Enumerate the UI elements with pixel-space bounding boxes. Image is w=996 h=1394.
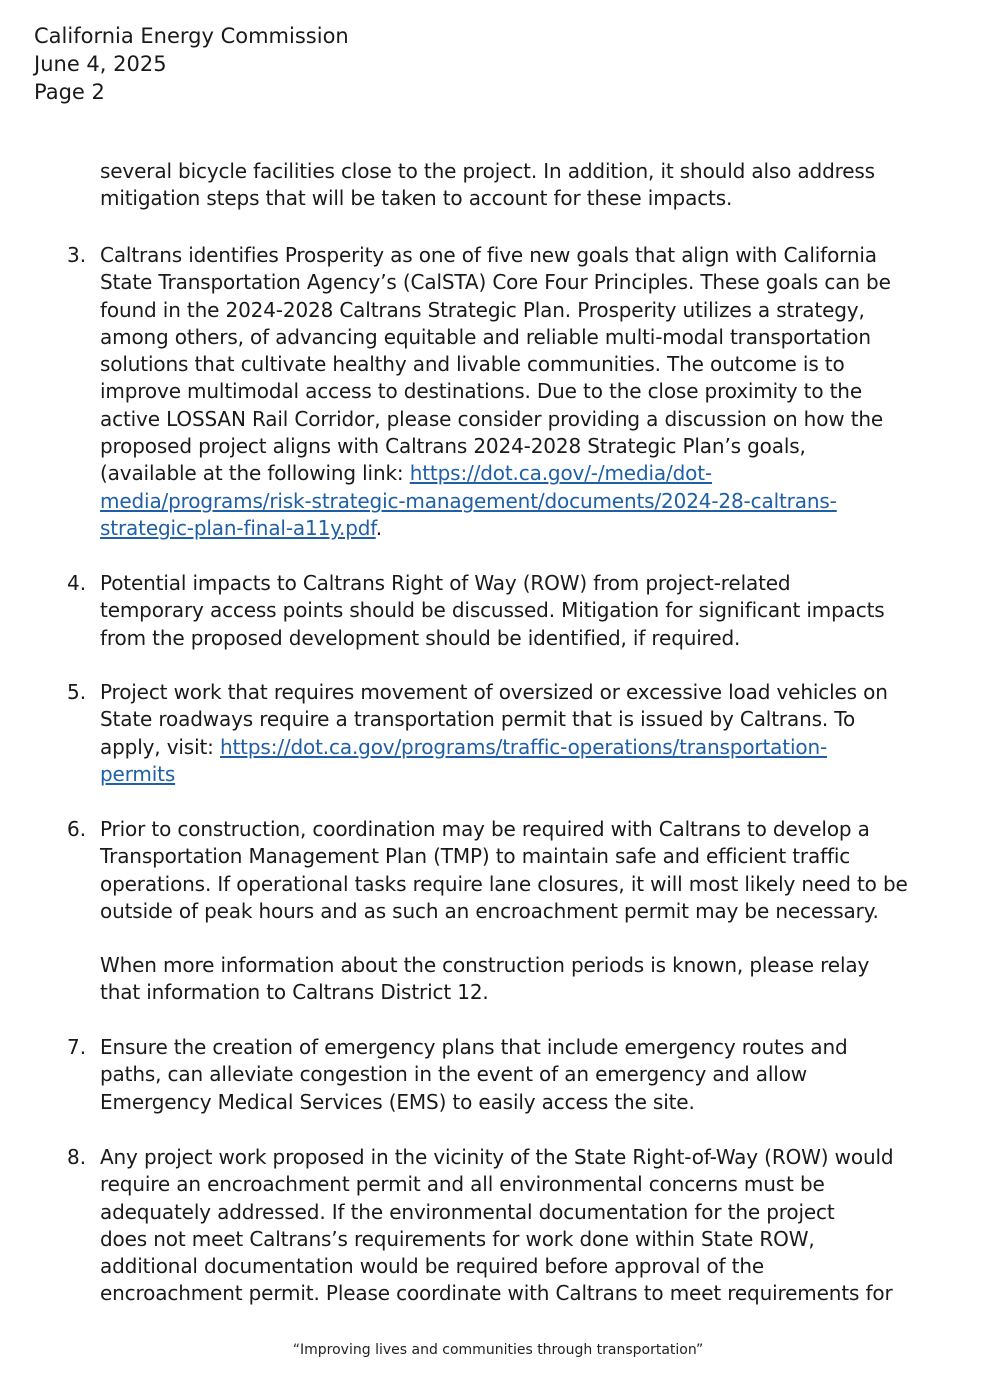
strategic-plan-link[interactable]: strategic-plan-final-a11y.pdf — [100, 515, 376, 540]
text-line: found in the 2024-2028 Caltrans Strategic Plan. Prosperity utilizes a strategy, — [100, 297, 865, 322]
item-number: 8. — [67, 1145, 87, 1169]
transportation-permits-link[interactable]: permits — [100, 761, 176, 786]
item-number: 7. — [67, 1035, 87, 1059]
text-line — [100, 734, 980, 761]
text-line: from the proposed development should be identified, if required. — [100, 625, 741, 650]
text-line: Caltrans identifies Prosperity as one of five new goals that align with California — [100, 243, 877, 267]
text-line: solutions that cultivate healthy and livable communities. The outcome is to — [100, 352, 845, 377]
item-text — [100, 1144, 980, 1308]
text-line: require an encroachment permit and all environmental concerns must be — [100, 1172, 825, 1197]
strategic-plan-link[interactable]: media/programs/risk-strategic-management/documents/2024-28-caltrans- — [100, 488, 837, 513]
letter-date: June 4, 2025 — [34, 52, 167, 76]
text-line — [100, 488, 980, 515]
text-line: Ensure the creation of emergency plans that include emergency routes and — [100, 1035, 848, 1059]
text-line: Any project work proposed in the vicinity of the State Right-of-Way (ROW) would — [100, 1145, 894, 1169]
item-number: 6. — [67, 817, 87, 841]
recipient-organization: California Energy Commission — [34, 24, 349, 48]
text-line: proposed project aligns with Caltrans 2024-2028 Strategic Plan’s goals, — [100, 434, 806, 459]
item-number: 4. — [67, 571, 87, 595]
text-line: When more information about the construction periods is known, please relay — [100, 953, 870, 977]
text-line: Transportation Management Plan (TMP) to maintain safe and efficient traffic — [100, 844, 851, 869]
item-text — [100, 570, 980, 652]
text-line — [100, 515, 980, 542]
text-line: Potential impacts to Caltrans Right of Way (ROW) from project-related — [100, 571, 791, 595]
text-line: operations. If operational tasks require lane closures, it will most likely need to be — [100, 871, 908, 896]
strategic-plan-link[interactable]: https://dot.ca.gov/-/media/dot- — [409, 461, 712, 486]
text-line: active LOSSAN Rail Corridor, please consider providing a discussion on how the — [100, 406, 884, 431]
text-line: Project work that requires movement of oversized or excessive load vehicles on — [100, 680, 888, 704]
text-line: that information to Caltrans District 12. — [100, 980, 489, 1005]
text-line: outside of peak hours and as such an encroachment permit may be necessary. — [100, 898, 879, 923]
text-line: adequately addressed. If the environmental documentation for the project — [100, 1199, 835, 1224]
item-number: 3. — [67, 243, 87, 267]
text-line: Emergency Medical Services (EMS) to easily access the site. — [100, 1089, 695, 1114]
transportation-permits-link[interactable]: https://dot.ca.gov/programs/traffic-operations/transportation- — [219, 734, 828, 759]
text-line: Prior to construction, coordination may be required with Caltrans to develop a — [100, 817, 870, 841]
text-line — [100, 460, 980, 487]
link-prefix: apply, visit: — [100, 734, 220, 759]
continuation-paragraph — [100, 158, 980, 213]
item-text — [100, 242, 980, 542]
page-number: Page 2 — [34, 80, 105, 104]
text-line: State Transportation Agency’s (CalSTA) Core Four Principles. These goals can be — [100, 270, 891, 295]
text-line: does not meet Caltrans’s requirements for work done within State ROW, — [100, 1226, 815, 1251]
text-line: several bicycle facilities close to the project. In addition, it should also address — [100, 159, 875, 183]
item-6-followup-paragraph — [100, 952, 980, 1007]
text-line: State roadways require a transportation permit that is issued by Caltrans. To — [100, 707, 856, 732]
text-line: mitigation steps that will be taken to account for these impacts. — [100, 186, 733, 211]
text-line — [100, 761, 980, 788]
text-line: paths, can alleviate congestion in the event of an emergency and allow — [100, 1062, 808, 1087]
text-line: additional documentation would be required before approval of the — [100, 1254, 765, 1279]
item-text — [100, 1034, 980, 1116]
footer-tagline: “Improving lives and communities through transportation” — [292, 1342, 704, 1358]
letter-header — [34, 22, 349, 106]
text-line: temporary access points should be discussed. Mitigation for significant impacts — [100, 598, 885, 623]
item-text — [100, 816, 980, 925]
link-suffix: . — [375, 515, 382, 540]
item-number: 5. — [67, 680, 87, 704]
text-line: improve multimodal access to destinations. Due to the close proximity to the — [100, 379, 862, 404]
text-line: encroachment permit. Please coordinate with Caltrans to meet requirements for — [100, 1281, 893, 1306]
item-text — [100, 679, 980, 788]
text-line: among others, of advancing equitable and reliable multi-modal transportation — [100, 324, 871, 349]
link-prefix: (available at the following link: — [100, 461, 410, 486]
